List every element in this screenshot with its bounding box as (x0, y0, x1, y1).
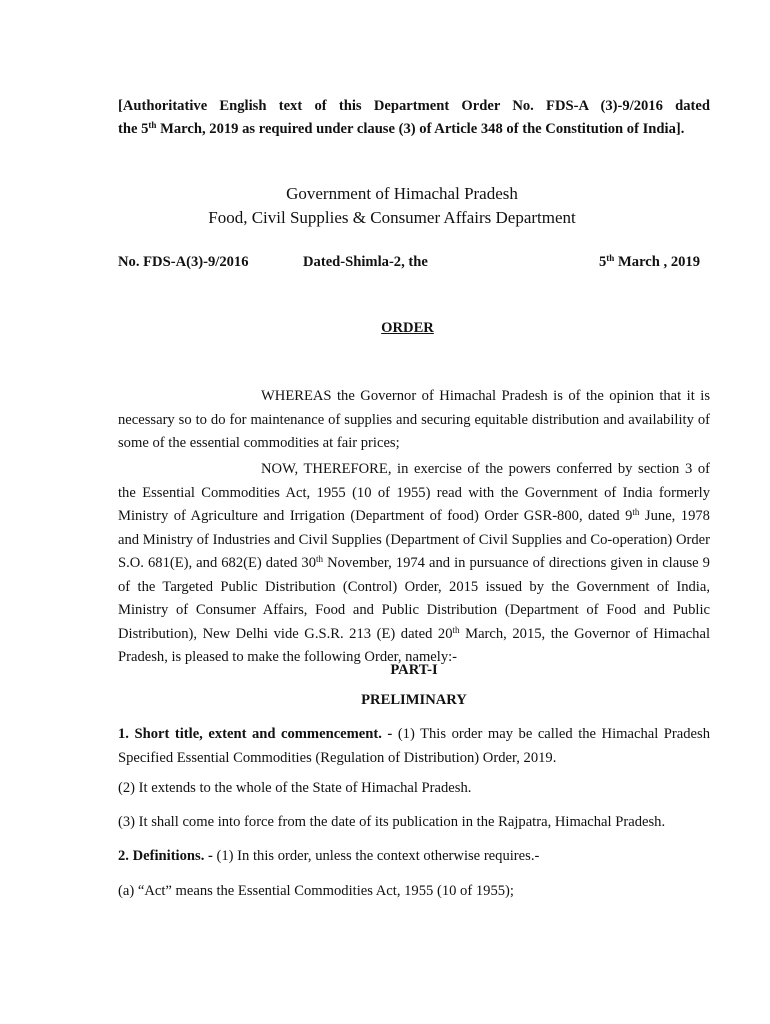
section-2-clause-a: (a) “Act” means the Essential Commodities Act, 1955 (10 of 1955); (118, 883, 514, 899)
section-2-paragraph: 2. Definitions. - (1) In this order, unless the context otherwise requires.- (118, 848, 540, 864)
whereas-paragraph: WHEREAS the Governor of Himachal Pradesh is of the opinion that it is necessary so to do for maintenance of supplies and securing equitable distribution and availability of some of the essential commodities at fair prices; (118, 388, 710, 451)
authoritative-note-line1: [Authoritative English text of this Department Order No. FDS-A (3)-9/2016 dated (118, 98, 710, 114)
now-therefore-paragraph: NOW, THEREFORE, in exercise of the powers conferred by section 3 of the Essential Commodities Act, 1955 (10 of 1955) read with the Government of India formerly Ministry of Agriculture and Irrigation (Department of food) Order GSR-800, dated 9th June, 1978 and Ministry of Industries and Civil Supplies (Department of Civil Supplies and Co-operation) Order S.O. 681(E), and 682(E) dated 30th November, 1974 and in pursuance of directions given in clause 9 of the Targeted Public Distribution (Control) Order, 2015 issued by the Government of India, Ministry of Consumer Affairs, Food and Public Distribution (Department of Food and Public Distribution), New Delhi vide G.S.R. 213 (E) dated 20th March, 2015, the Governor of Himachal Pradesh, is pleased to make the following Order, namely:- (118, 461, 710, 665)
section-1-heading: 1. Short title, extent and commencement. - (118, 726, 393, 742)
dated-place: Dated-Shimla-2, the (303, 254, 428, 270)
authoritative-note (118, 95, 710, 141)
section-2-heading: 2. Definitions. - (118, 848, 213, 864)
part-title: PRELIMINARY (361, 692, 467, 708)
section-1-clause-2: (2) It extends to the whole of the State of Himachal Pradesh. (118, 780, 472, 796)
order-date: 5th March , 2019 (599, 253, 701, 270)
government-title: Government of Himachal Pradesh (286, 184, 518, 203)
section-1-clause-3: (3) It shall come into force from the date of its publication in the Rajpatra, Himachal Pradesh. (118, 814, 666, 830)
order-number: No. FDS-A(3)-9/2016 (118, 254, 249, 270)
order-heading: ORDER (381, 320, 434, 336)
part-number: PART-I (390, 662, 438, 678)
section-1-paragraph: 1. Short title, extent and commencement. - (1) This order may be called the Himachal Pradesh Specified Essential Commodities (Regulation of Distribution) Order, 2019. (118, 726, 711, 766)
department-title: Food, Civil Supplies & Consumer Affairs Department (208, 208, 576, 227)
authoritative-note-line2: the 5th March, 2019 as required under clause (3) of Article 348 of the Constitution of India]. (118, 120, 685, 137)
